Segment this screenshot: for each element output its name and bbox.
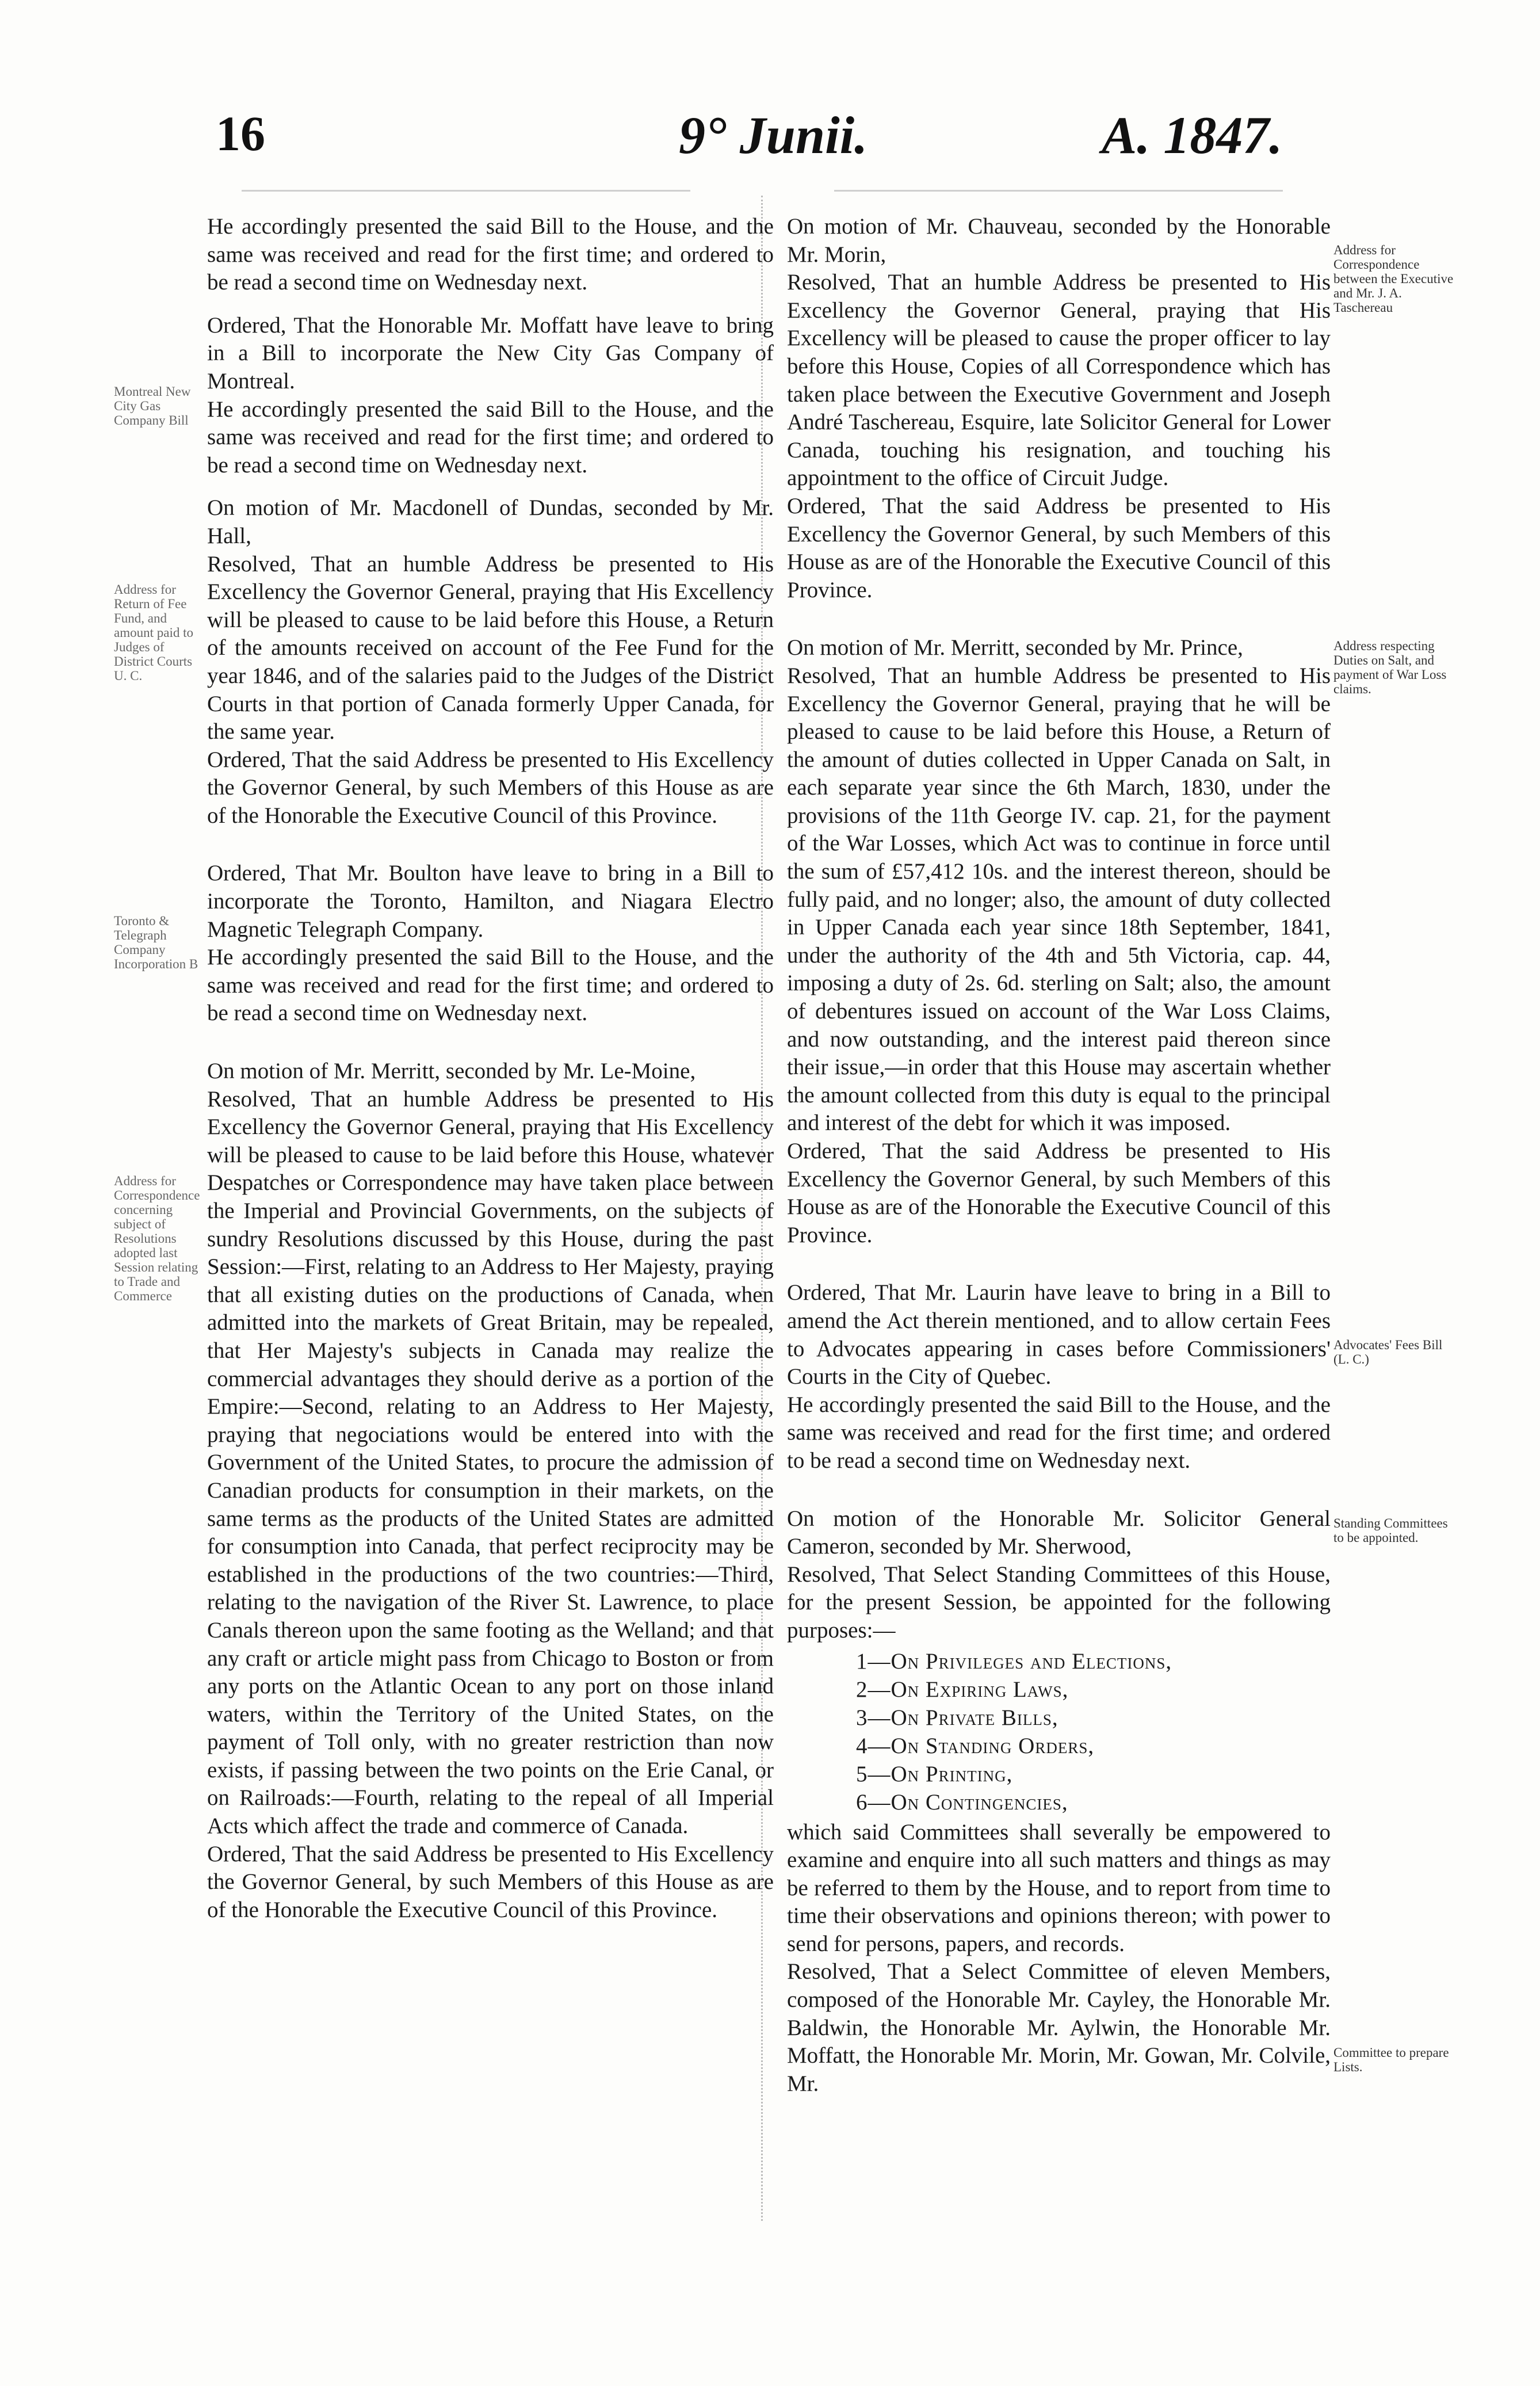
- list-item: 1—On Privileges and Elections,: [856, 1648, 1172, 1674]
- paragraph: Resolved, That Select Standing Committees of this House, for the present Session, be appointed for the following purposes:—: [787, 1562, 1331, 1643]
- paragraph: Ordered, That the said Address be presented to His Excellency the Governor General, by such Members of this House as are of the Honorable the Executive Council of this Province.: [207, 747, 774, 828]
- paragraph: On motion of Mr. Macdonell of Dundas, seconded by Mr. Hall,: [207, 495, 774, 548]
- paragraph: Resolved, That a Select Committee of eleven Members, composed of the Honorable Mr. Cayley, the Honorable Mr. Baldwin, the Honorable Mr. Aylwin, the Honorable Mr. Moffatt, the Honorable Mr. Morin, Mr. Gowan, Mr. Colvile, Mr.: [787, 1959, 1331, 2096]
- paragraph: On motion of Mr. Chauveau, seconded by the Honorable Mr. Morin,: [787, 214, 1331, 267]
- paragraph: On motion of Mr. Merritt, seconded by Mr. Prince,: [787, 635, 1243, 661]
- paragraph: Resolved, That an humble Address be presented to His Excellency the Governor General, praying that His Excellency will be pleased to cause the proper officer to lay before this House, Copies of all Correspondence which has taken place between the Executive Government and Joseph André Taschereau, Esquire, late Solicitor General for Lower Canada, touching his resignation, and touching his appointment to the office of Circuit Judge.: [787, 270, 1331, 491]
- paragraph: He accordingly presented the said Bill to the House, and the same was received and read for the first time; and ordered to be read a second time on Wednesday next.: [787, 1392, 1331, 1473]
- margin-note-right: Address respecting Duties on Salt, and payment of War Loss claims.: [1333, 639, 1447, 696]
- list-item: 6—On Contingencies,: [856, 1789, 1068, 1815]
- margin-note-right: Address for Correspondence between the Executive and Mr. J. A. Taschereau: [1333, 243, 1454, 315]
- paragraph: Resolved, That an humble Address be presented to His Excellency the Governor General, praying that His Excellency will be pleased to cause to be laid before this House, a Return of the amounts received on account of the Fee Fund for the year 1846, and of the salaries paid to the Judges of the District Courts in that portion of Canada formerly Upper Canada, for the same year.: [207, 551, 774, 745]
- paragraph: On motion of Mr. Merritt, seconded by Mr. Le-Moine,: [207, 1059, 696, 1084]
- paragraph: Ordered, That the said Address be presented to His Excellency the Governor General, by such Members of this House as are of the Honorable the Executive Council of this Province.: [787, 493, 1331, 602]
- paragraph: Ordered, That the Honorable Mr. Moffatt have leave to bring in a Bill to incorporate the New City Gas Company of Montreal.: [207, 312, 774, 394]
- margin-note-left: Address for Return of Fee Fund, and amount paid to Judges of District Courts U. C.: [114, 582, 193, 683]
- paragraph: Resolved, That an humble Address be presented to His Excellency the Governor General, praying that His Excellency will be pleased to cause to be laid before this House, whatever Despatches or Correspondence may have taken place between the Imperial and Provincial Governments, on the subjects of sundry Resolutions discussed by this House, during the past Session:—First, relating to an Address to Her Majesty, praying that all existing duties on the productions of Canada, when admitted into the markets of Great Britain, may be repealed, that Her Majesty's subjects in Canada may realize the commercial advantages they should derive as a portion of the Empire:—Second, relating to an Address to Her Majesty, praying that negociations would be entered into with the Government of the United States, to procure the admission of Canadian products for consumption in their markets, on the same terms as the products of the United States are admitted for consumption into Canada, that perfect reciprocity may be established in the productions of the two countries:—Third, relating to the navigation of the River St. Lawrence, to place Canals thereon upon the same footing as the Welland; and that any craft or article might pass from Chicago to Boston or from any ports on the Atlantic Ocean to any port on those inland waters, within the Territory of the United States, on the payment of Toll only, with no greater restriction than now exists, if passing between the two points on the Erie Canal, or on Railroads:—Fourth, relating to the repeal of all Imperial Acts which affect the trade and commerce of Canada.: [207, 1086, 774, 1839]
- paragraph: Ordered, That the said Address be presented to His Excellency the Governor General, by such Members of this House as are of the Honorable the Executive Council of this Province.: [787, 1139, 1331, 1247]
- right-column: [787, 213, 1331, 2098]
- paragraph: He accordingly presented the said Bill to the House, and the same was received and read for the first time; and ordered to be read a second time on Wednesday next.: [207, 396, 774, 478]
- margin-note-left: Address for Correspondence concerning subject of Resolutions adopted last Session relating to Trade and Commerce: [114, 1174, 200, 1303]
- paragraph: Resolved, That an humble Address be presented to His Excellency the Governor General, praying that he will be pleased to cause to be laid before this House, a Return of the amount of duties collected in Upper Canada on Salt, in each separate year since the 6th March, 1830, under the provisions of the 11th George IV. cap. 21, for the payment of the War Losses, which Act was to continue in force until the sum of £57,412 10s. and the interest thereon, should be fully paid, and no longer; also, the amount of duty collected in Upper Canada each year since 18th September, 1841, under the authority of the 4th and 5th Victoria, cap. 44, imposing a duty of 2s. 6d. sterling on Salt; also, the amount of debentures issued on account of the War Loss Claims, and now outstanding, and the interest paid thereon since their issue,—in order that this House may ascertain whether the amount collected from this duty is equal to the principal and interest of the debt for which it was imposed.: [787, 663, 1331, 1136]
- paragraph: Ordered, That Mr. Laurin have leave to bring in a Bill to amend the Act therein mentioned, and to allow certain Fees to Advocates appearing in cases before Commissioners' Courts in the City of Quebec.: [787, 1280, 1331, 1389]
- list-item: 3—On Private Bills,: [856, 1705, 1058, 1730]
- header-rule-left: [242, 190, 690, 192]
- page-date: 9° Junii.: [679, 106, 868, 165]
- header-rule-right: [834, 190, 1283, 192]
- margin-note-left: Toronto & Telegraph Company Incorporation B: [114, 914, 198, 971]
- paragraph: He accordingly presented the said Bill to the House, and the same was received and read for the first time; and ordered to be read a second time on Wednesday next.: [207, 945, 774, 1026]
- paragraph: which said Committees shall severally be empowered to examine and enquire into all such matters and things as may be referred to them by the House, and to report from time to time their observations and opinions thereon; with power to send for persons, papers, and records.: [787, 1819, 1331, 1956]
- committee-list: [856, 1647, 1331, 1816]
- left-column: [207, 213, 774, 1924]
- paragraph: Ordered, That Mr. Boulton have leave to bring in a Bill to incorporate the Toronto, Hamilton, and Niagara Electro Magnetic Telegraph Company.: [207, 861, 774, 942]
- list-item: 2—On Expiring Laws,: [856, 1677, 1069, 1702]
- margin-note-left: Montreal New City Gas Company Bill: [114, 384, 191, 427]
- margin-note-right: Advocates' Fees Bill (L. C.): [1333, 1338, 1443, 1366]
- list-item: 5—On Printing,: [856, 1761, 1013, 1786]
- margin-note-right: Standing Committees to be appointed.: [1333, 1516, 1448, 1545]
- list-item: 4—On Standing Orders,: [856, 1733, 1095, 1758]
- paragraph: Ordered, That the said Address be presented to His Excellency the Governor General, by such Members of this House as are of the Honorable the Executive Council of this Province.: [207, 1841, 774, 1922]
- page-year: A. 1847.: [1102, 106, 1283, 165]
- paragraph: He accordingly presented the said Bill to the House, and the same was received and read for the first time; and ordered to be read a second time on Wednesday next.: [207, 214, 774, 295]
- margin-note-right: Committee to prepare Lists.: [1333, 2045, 1449, 2074]
- paragraph: On motion of the Honorable Mr. Solicitor General Cameron, seconded by Mr. Sherwood,: [787, 1506, 1331, 1559]
- page-number: 16: [216, 106, 265, 161]
